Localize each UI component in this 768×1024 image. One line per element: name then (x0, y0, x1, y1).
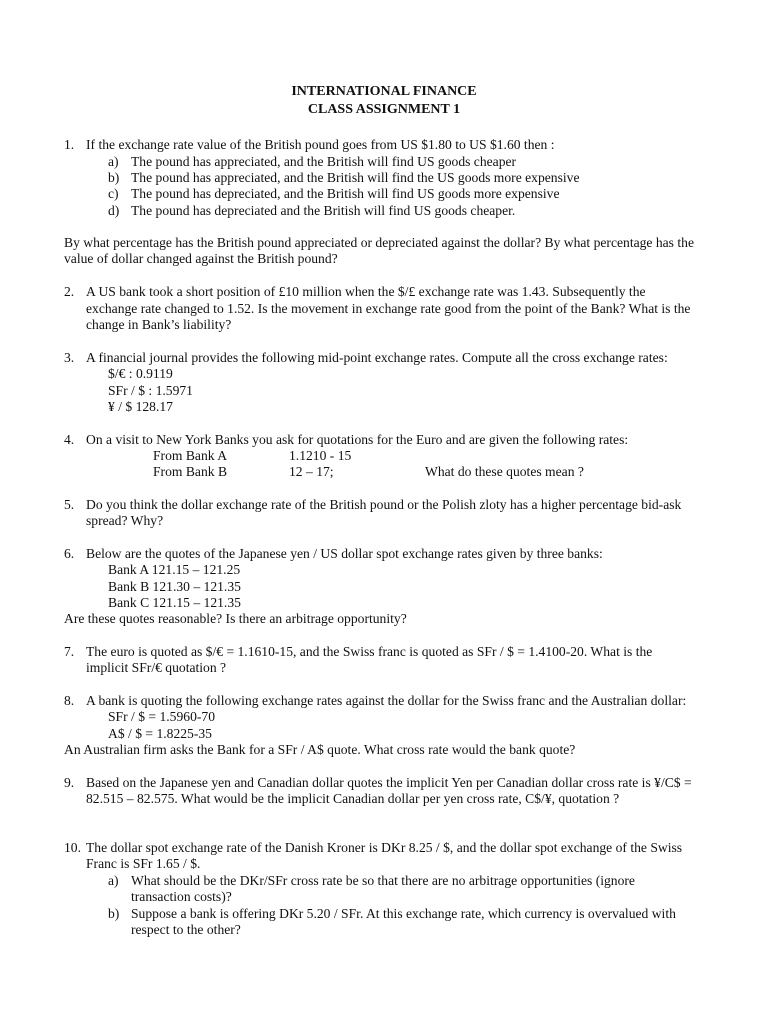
bank-name: From Bank A (153, 448, 228, 463)
question-text: Based on the Japanese yen and Canadian dollar quotes the implicit Yen per Canadian dollar cross rate is ¥/C$ = (86, 775, 692, 790)
question-text: spread? Why? (86, 513, 164, 528)
question-number: 1. (64, 137, 75, 152)
follow-up-text: By what percentage has the British pound appreciated or depreciated against the dollar? By what percentage has the (64, 235, 694, 250)
exchange-rate: SFr / $ : 1.5971 (108, 383, 193, 398)
part-text: Suppose a bank is offering DKr 5.20 / SFr. At this exchange rate, which currency is overvalued with (131, 906, 676, 921)
question-number: 7. (64, 644, 75, 659)
question-text: change in Bank’s liability? (86, 317, 232, 332)
part-text: transaction costs)? (131, 889, 232, 904)
option-text: The pound has appreciated, and the British will find US goods cheaper (131, 154, 517, 169)
part-label: b) (108, 906, 120, 921)
option-label: b) (108, 170, 120, 185)
question-number: 10. (64, 840, 81, 855)
document-title: INTERNATIONAL FINANCE (291, 84, 477, 99)
question-text: implicit SFr/€ quotation ? (86, 660, 227, 675)
question-text: Below are the quotes of the Japanese yen / US dollar spot exchange rates given by three banks: (86, 546, 603, 561)
exchange-rate: ¥ / $ 128.17 (108, 399, 173, 414)
question-text: If the exchange rate value of the British pound goes from US $1.80 to US $1.60 then : (86, 137, 555, 152)
question-text: On a visit to New York Banks you ask for quotations for the Euro and are given the following rates: (86, 432, 629, 447)
option-text: The pound has depreciated and the British will find US goods cheaper. (131, 203, 516, 218)
question-number: 6. (64, 546, 75, 561)
question-number: 5. (64, 497, 75, 512)
question-number: 2. (64, 284, 75, 299)
question-number: 9. (64, 775, 75, 790)
question-text: What do these quotes mean ? (425, 464, 584, 479)
part-text: What should be the DKr/SFr cross rate be so that there are no arbitrage opportunities (ignore (131, 873, 635, 888)
bank-quote: 1.1210 - 15 (289, 448, 352, 463)
follow-up-text: An Australian firm asks the Bank for a SFr / A$ quote. What cross rate would the bank quote? (64, 742, 576, 757)
question-text: 82.515 – 82.575. What would be the implicit Canadian dollar per yen cross rate, C$/¥, quotation ? (86, 791, 620, 806)
question-text: Franc is SFr 1.65 / $. (86, 856, 201, 871)
question-text: The dollar spot exchange rate of the Danish Kroner is DKr 8.25 / $, and the dollar spot exchange of the Swiss (86, 840, 683, 855)
follow-up-text: value of dollar changed against the British pound? (64, 251, 338, 266)
option-label: d) (108, 203, 120, 218)
option-text: The pound has depreciated, and the British will find US goods more expensive (131, 186, 560, 201)
part-label: a) (108, 873, 119, 888)
exchange-rate: SFr / $ = 1.5960-70 (108, 709, 215, 724)
document-subtitle: CLASS ASSIGNMENT 1 (307, 102, 461, 117)
option-label: c) (108, 186, 119, 201)
follow-up-text: Are these quotes reasonable? Is there an arbitrage opportunity? (64, 611, 407, 626)
question-number: 3. (64, 350, 75, 365)
bank-quote: Bank C 121.15 – 121.35 (108, 595, 241, 610)
question-number: 4. (64, 432, 75, 447)
bank-quote: Bank B 121.30 – 121.35 (108, 579, 241, 594)
question-text: Do you think the dollar exchange rate of the British pound or the Polish zloty has a higher percentage bid-ask (86, 497, 682, 512)
question-text: A financial journal provides the following mid-point exchange rates. Compute all the cross exchange rates: (86, 350, 668, 365)
bank-quote: 12 – 17; (289, 464, 334, 479)
bank-quote: Bank A 121.15 – 121.25 (108, 562, 241, 577)
bank-name: From Bank B (153, 464, 228, 479)
question-text: The euro is quoted as $/€ = 1.1610-15, and the Swiss franc is quoted as SFr / $ = 1.4100-20. What is the (86, 644, 653, 659)
question-number: 8. (64, 693, 75, 708)
option-label: a) (108, 154, 119, 169)
question-text: A bank is quoting the following exchange rates against the dollar for the Swiss franc and the Australian dollar: (86, 693, 687, 708)
option-text: The pound has appreciated, and the British will find the US goods more expensive (131, 170, 580, 185)
part-text: respect to the other? (131, 922, 241, 937)
exchange-rate: $/€ : 0.9119 (108, 366, 173, 381)
question-text: exchange rate changed to 1.52. Is the movement in exchange rate good from the point of the Bank? What is the (86, 301, 691, 316)
exchange-rate: A$ / $ = 1.8225-35 (108, 726, 212, 741)
question-text: A US bank took a short position of £10 million when the $/£ exchange rate was 1.43. Subsequently the (86, 284, 646, 299)
